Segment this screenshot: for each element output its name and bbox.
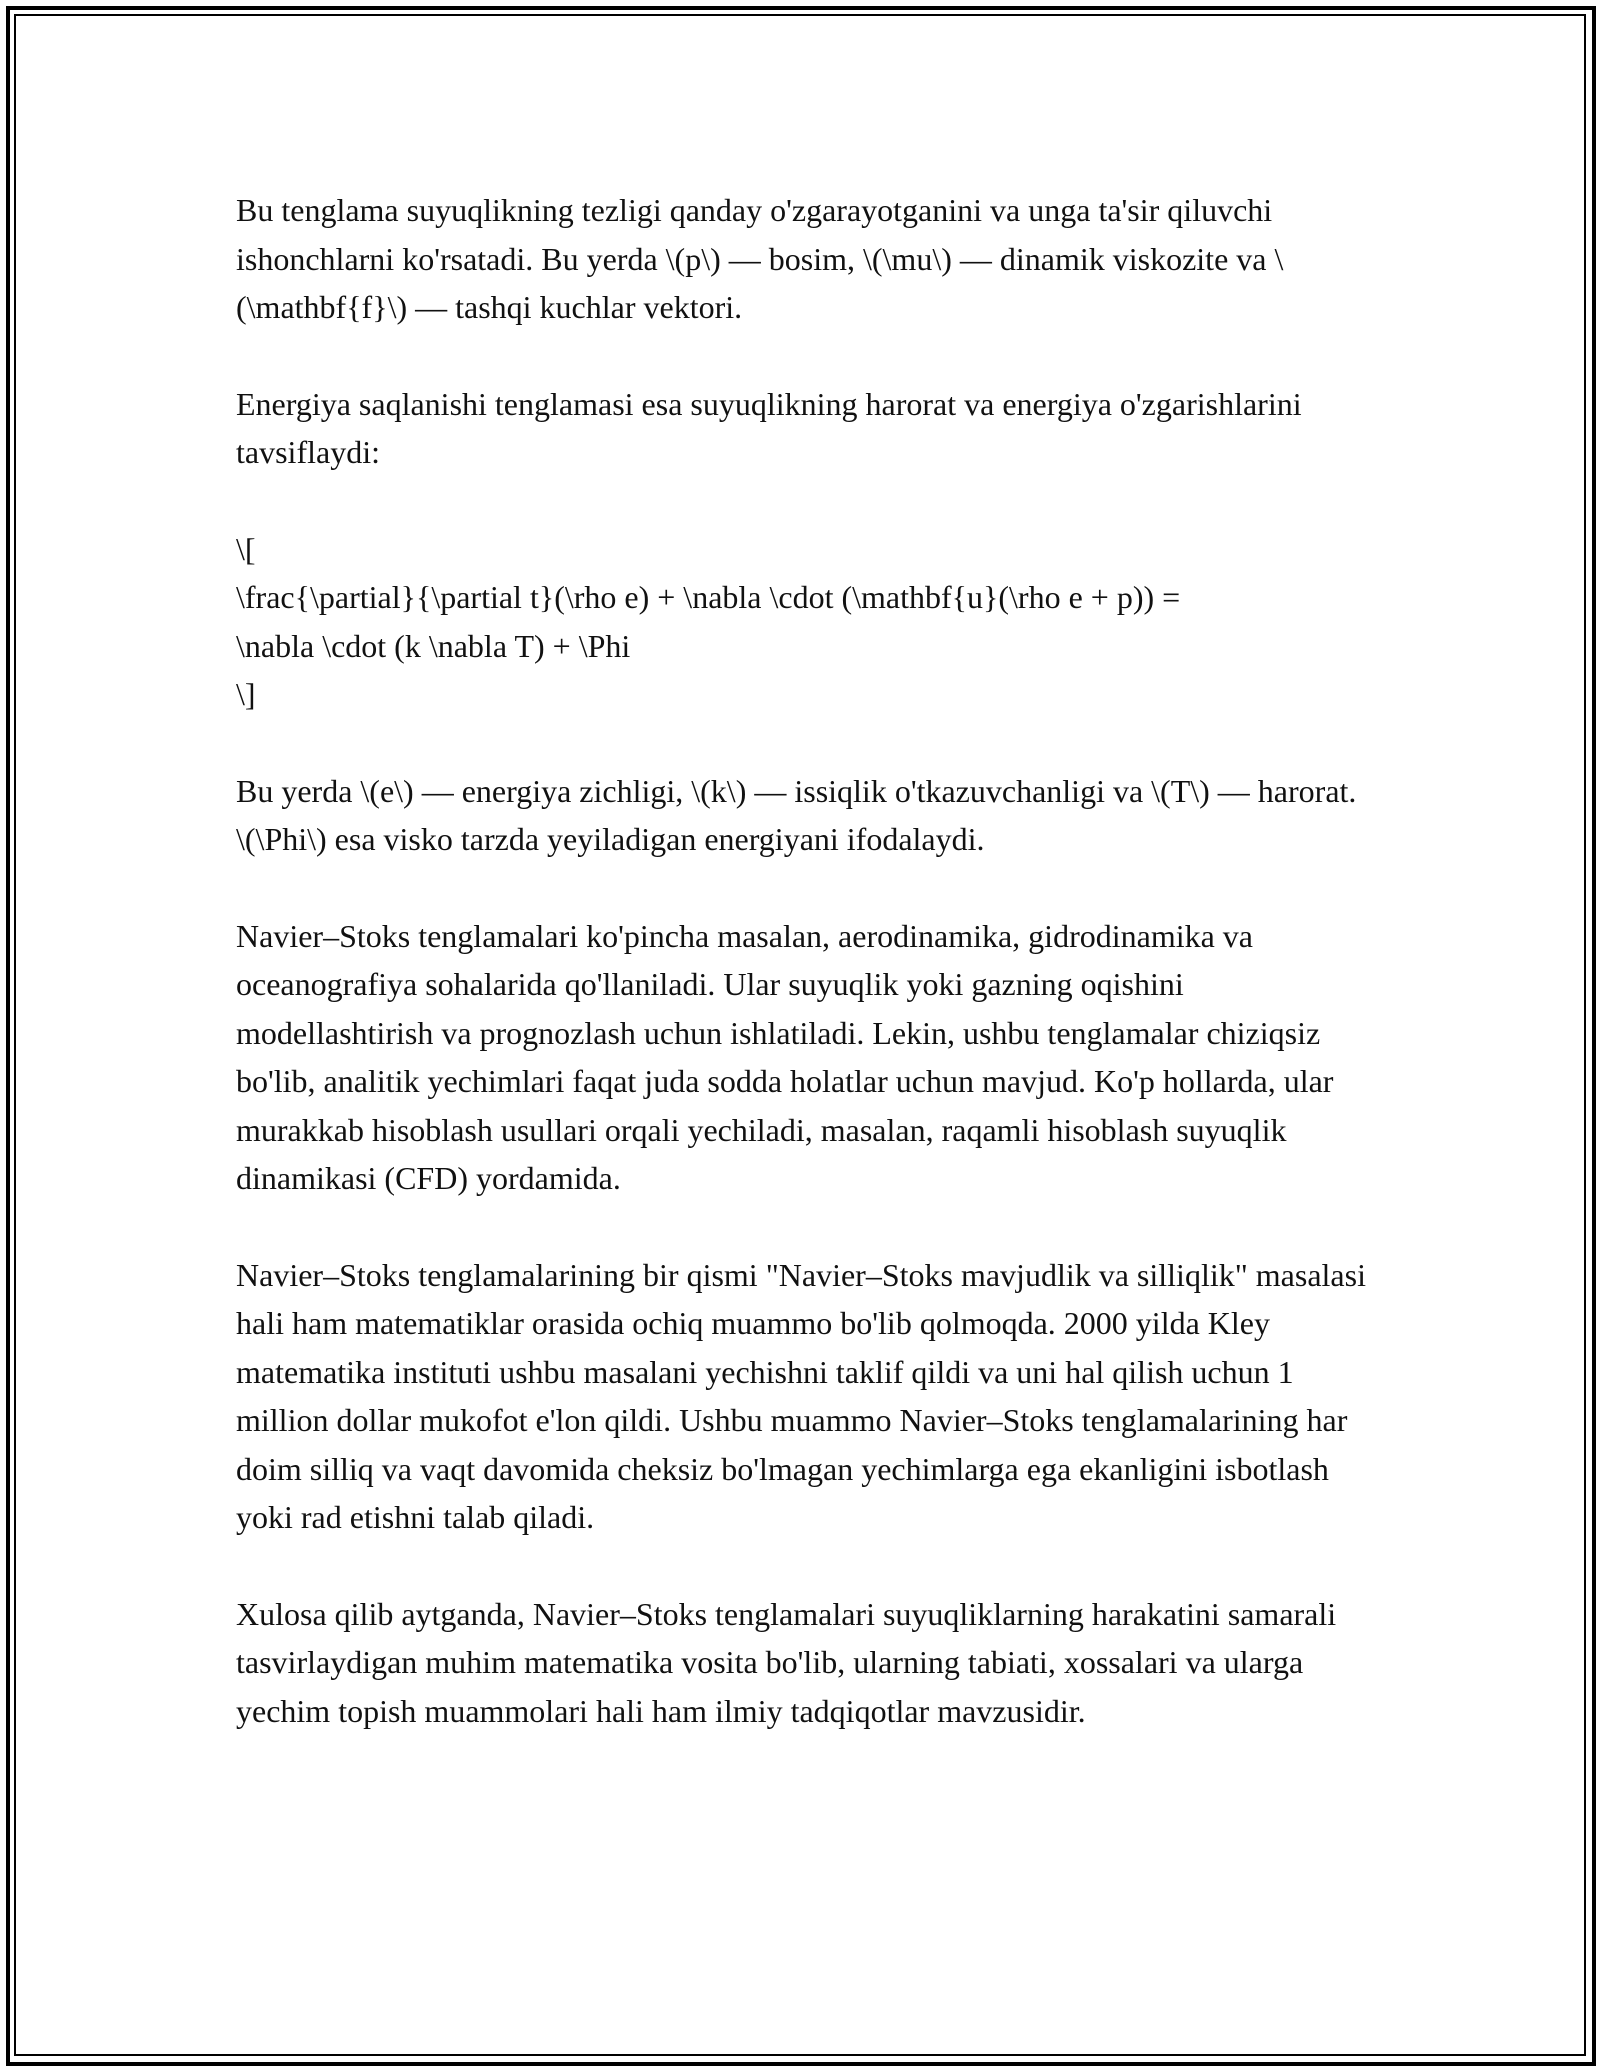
paragraph-energy-intro: Energiya saqlanishi tenglamasi esa suyuqlikning harorat va energiya o'zgarishlarini tavsiflaydi: bbox=[236, 385, 1302, 470]
paragraph-momentum-explanation: Bu tenglama suyuqlikning tezligi qanday o'zgarayotganini va unga ta'sir qiluvchi ishonchlarni ko'rsatadi. Bu yerda \(p\) — bosim, \(\mu\) — dinamik viskozite va \(\mathbf{f}\) — tashqi kuchlar vektori. bbox=[236, 192, 1284, 325]
equation-line-1: \frac{\partial}{\partial t}(\rho e) + \nabla \cdot (\mathbf{u}(\rho e + p)) = bbox=[236, 579, 1181, 615]
paragraph-conclusion: Xulosa qilib aytganda, Navier–Stoks tenglamalari suyuqliklarning harakatini samarali tasvirlaydigan muhim matematika vosita bo'lib, ularning tabiati, xossalari va ularga yechim topish muammolari hali ham ilmiy tadqiqotlar mavzusidir. bbox=[236, 1595, 1337, 1729]
paragraph-applications: Navier–Stoks tenglamalari ko'pincha masalan, aerodinamika, gidrodinamika va oceanografiya sohalarida qo'llaniladi. Ular suyuqlik yoki gazning oqishini modellashtirish va prognozlash uchun ishlatiladi. Lekin, ushbu tenglamalar chiziqsiz bo'lib, analitik yechimlari faqat juda sodda holatlar uchun mavjud. Ko'p hollarda, ular murakkab hisoblash usullari orqali yechiladi, masalan, raqamli hisoblash suyuqlik dinamikasi (CFD) yordamida. bbox=[236, 917, 1334, 1196]
equation-line-2: \nabla \cdot (k \nabla T) + \Phi bbox=[236, 627, 631, 664]
energy-equation-block bbox=[236, 525, 1366, 719]
equation-close-delimiter: \] bbox=[236, 676, 256, 712]
document-body bbox=[236, 186, 1366, 1783]
paragraph-millennium-problem: Navier–Stoks tenglamalarining bir qismi "Navier–Stoks mavjudlik va silliqlik" masalasi hali ham matematiklar orasida ochiq muammo bo'lib qolmoqda. 2000 yilda Kley matematika instituti ushbu masalani yechishni taklif qildi va uni hal qilish uchun 1 million dollar mukofot e'lon qildi. Ushbu muammo Navier–Stoks tenglamalarining har doim silliq va vaqt davomida cheksiz bo'lmagan yechimlarga ega ekanligini isbotlash yoki rad etishni talab qiladi. bbox=[236, 1256, 1366, 1535]
equation-open-delimiter: \[ bbox=[236, 530, 256, 567]
paragraph-energy-variables: Bu yerda \(e\) — energiya zichligi, \(k\) — issiqlik o'tkazuvchanligi va \(T\) — harorat. \(\Phi\) esa visko tarzda yeyiladigan energiyani ifodalaydi. bbox=[236, 772, 1357, 857]
